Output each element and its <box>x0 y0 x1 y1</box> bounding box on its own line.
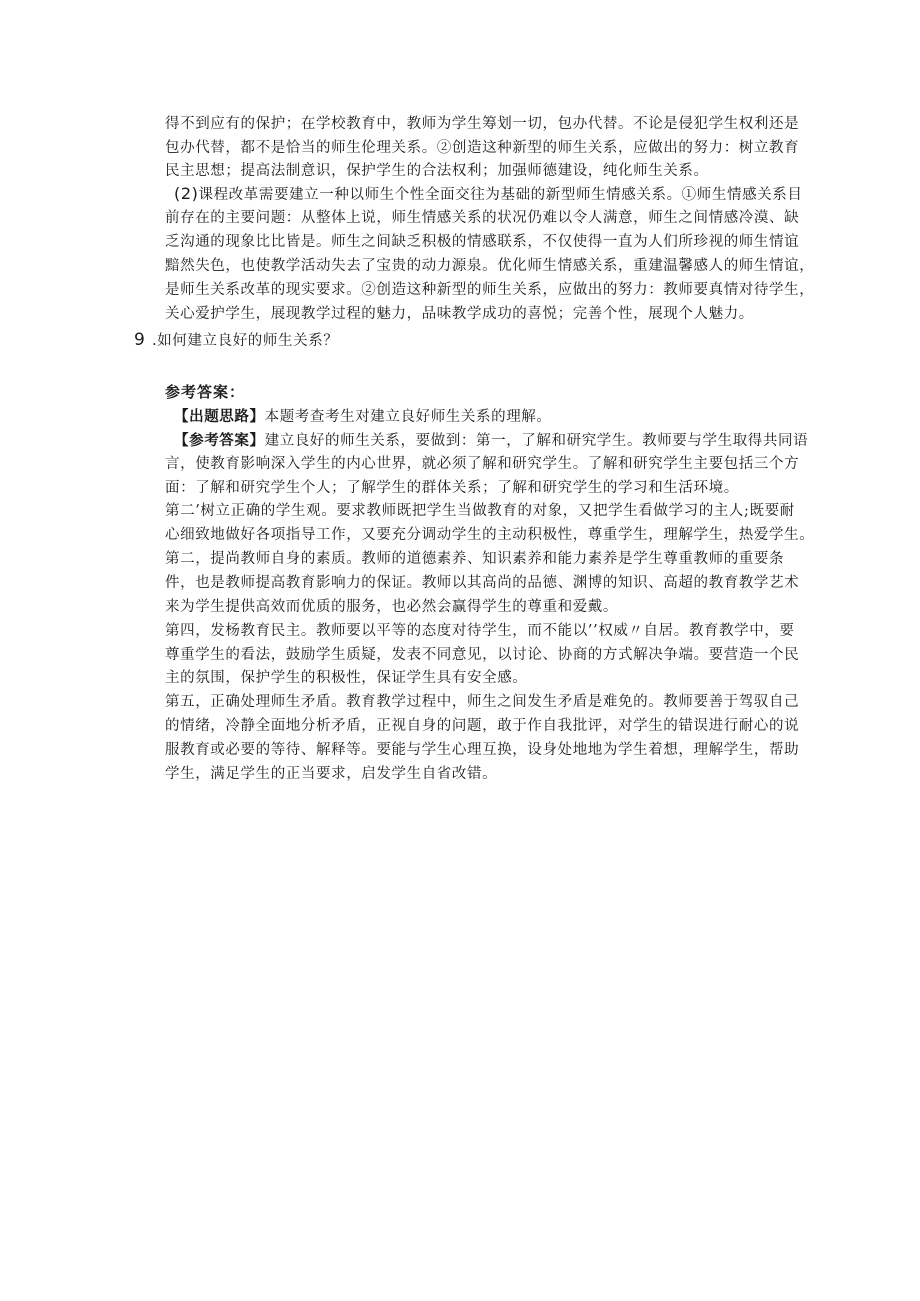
reference-tag: 【参考答案】 <box>174 433 265 449</box>
paragraph-line: 服教育或必要的等待、解释等。要能与学生心理互换，设身处地地为学生着想，理解学生，帮助 <box>165 742 800 758</box>
paragraph-line: 包办代替，都不是恰当的师生伦理关系。②创造这种新型的师生关系，应做出的努力：树立教育 <box>165 140 800 156</box>
paragraph-line: 主的氛围，保护学生的积极性，保证学生具有安全感。 <box>165 670 528 686</box>
paragraph-line: 黯然失色，也使教学活动失去了宝贵的动力源泉。优化师生情感关系，重建温馨感人的师生情谊， <box>165 258 815 274</box>
paragraph-line: 心细致地做好各项指导工作，又要充分调动学生的主动积极性，尊重学生，理解学生，热爱学生。 <box>165 527 815 543</box>
answer-reference <box>174 430 808 452</box>
sub-item-2 <box>174 183 802 205</box>
idea-tag: 【出题思路】 <box>174 409 265 425</box>
paragraph-line: 民主思想；提高法制意识，保护学生的合法权利；加强师德建设，纯化师生关系。 <box>165 163 709 179</box>
reference-text: 建立良好的师生关系，要做到：第一，了解和研究学生。教师要与学生取得共同语 <box>264 433 809 449</box>
paragraph-line: 前存在的主要问题：从整体上说，师生情感关系的状况仍难以令人满意，师生之间情感冷漠、缺 <box>165 210 800 226</box>
paragraph-line: 第五，正确处理师生矛盾。教育教学过程中，师生之间发生矛盾是难免的。教师要善于驾驭自己 <box>165 694 800 710</box>
question-number: 9 <box>134 330 145 350</box>
answer-idea <box>174 406 552 428</box>
answer-heading: 参考答案： <box>165 383 246 401</box>
paragraph-line: 得不到应有的保护；在学校教育中，教师为学生筹划一切，包办代替。不论是侵犯学生权利还是 <box>165 116 800 132</box>
paragraph-line: 是师生关系改革的现实要求。②创造这种新型的师生关系，应做出的努力：教师要真情对待学生， <box>165 282 815 298</box>
paragraph-line: 第四，发杨教育民主。教师要以平等的态度对待学生，而不能以’’权威〃自居。教育教学中，要 <box>165 623 795 639</box>
paragraph-line: 件，也是教师提高教育影响力的保证。教师以其高尚的品德、渊博的知识、高超的教育教学艺术 <box>165 575 800 591</box>
paragraph-line: 的情绪，冷静全面地分析矛盾，正视自身的问题，敢于作自我批评，对学生的错误进行耐心的说 <box>165 718 800 734</box>
sub-item-number: (2) <box>174 184 199 203</box>
paragraph-line: 尊重学生的看法，鼓励学生质疑，发表不同意见，以讨论、协商的方式解决争端。要营造一个民 <box>165 647 800 663</box>
paragraph-line: 言，使教育影响深入学生的内心世界，就必须了解和研究学生。了解和研究学生主要包括三个方 <box>165 456 800 472</box>
paragraph-line: 面：了解和研究学生个人；了解学生的群体关系；了解和研究学生的学习和生活环境。 <box>165 480 739 496</box>
paragraph-line: 第二’树立正确的学生观。要求教师既把学生当做教育的对象，又把学生看做学习的主人;既要耐 <box>165 503 795 519</box>
sub-item-text: 课程改革需要建立一种以师生个性全面交往为基础的新型师生情感关系。①师生情感关系目 <box>198 187 803 203</box>
paragraph-line: 乏沟通的现象比比皆是。师生之间缺乏积极的情感联系，不仅使得一直为人们所珍视的师生情谊 <box>165 234 800 250</box>
paragraph-line: 第二，提尚教师自身的素质。教师的道德素养、知识素养和能力素养是学生尊重教师的重要条 <box>165 551 785 567</box>
paragraph-line: 关心爱护学生，展现教学过程的魅力，品味教学成功的喜悦；完善个性，展现个人魅力。 <box>165 306 754 322</box>
paragraph-line: 学生，满足学生的正当要求，启发学生自省改错。 <box>165 766 498 782</box>
paragraph-line: 来为学生提供高效而优质的服务，也必然会赢得学生的尊重和爱戴。 <box>165 599 618 615</box>
question-text: .如何建立良好的师生关系？ <box>152 333 339 349</box>
idea-text: 本题考查考生对建立良好师生关系的理解。 <box>264 409 552 425</box>
